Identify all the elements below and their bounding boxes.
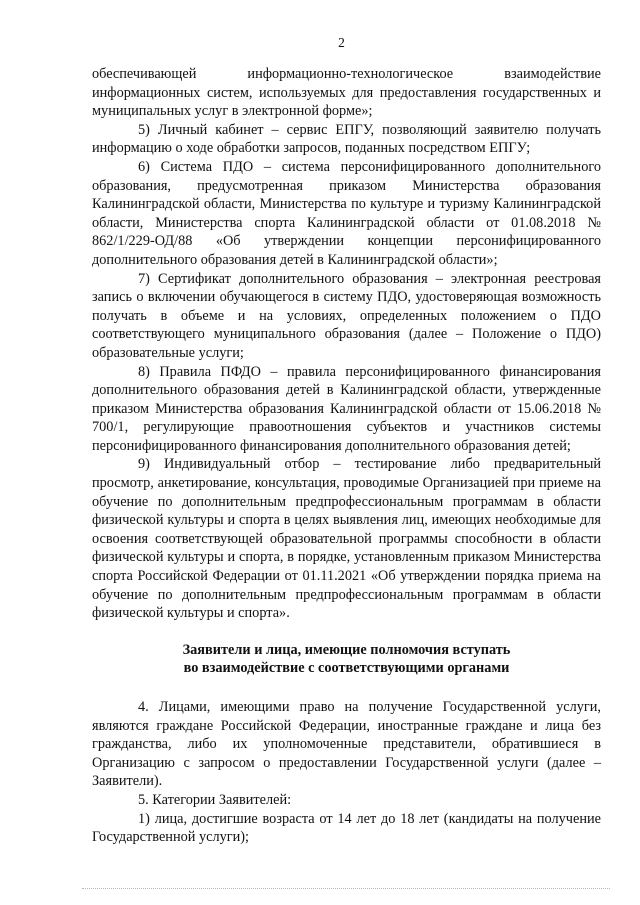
paragraph: 7) Сертификат дополнительного образования – электронная реестровая запись о включении обучающегося в систему ПДО, удостоверяющая возможность получать в объеме и на условиях, определенных положением о ПДО соответствующего муниципального образования (далее – Положение о ПДО) образовательные услуги; <box>92 270 601 361</box>
paragraph: 6) Система ПДО – система персонифицированного дополнительного образования, предусмотренная приказом Министерства образования Калининградской области, Министерства по культуре и туризму Калининградской области, Министерства спорта Калининградской области от 01.08.2018 № 862/1/229-ОД/88 «Об утверждении концепции персонифицированного дополнительного образования детей в Калининградской области»; <box>92 158 601 268</box>
section-heading-line: во взаимодействие с соответствующими органами <box>183 660 510 677</box>
paragraph: 5. Категории Заявителей: <box>138 791 292 808</box>
page-number: 2 <box>338 35 345 50</box>
paragraph: 8) Правила ПФДО – правила персонифицированного финансирования дополнительного образования детей в Калининградской области, утвержденные приказом Министерства образования Калининградской области от 15.06.2018 № 700/1, регулирующие правоотношения субъектов и участников системы персонифицированного финансирования дополнительного образования детей; <box>92 363 601 454</box>
paragraph: 5) Личный кабинет – сервис ЕПГУ, позволяющий заявителю получать информацию о ходе обработки запросов, поданных посредством ЕПГУ; <box>92 121 601 157</box>
paragraphs-bottom <box>92 698 601 847</box>
section-heading-line: Заявители и лица, имеющие полномочия вступать <box>182 641 511 658</box>
paragraphs-top <box>92 65 601 623</box>
paragraph: 4. Лицами, имеющими право на получение Государственной услуги, являются граждане Российской Федерации, иностранные граждане и лица без гражданства, либо их уполномоченные представители, обратившиеся в Организацию с запросом о предоставлении Государственной услуги (далее – Заявители). <box>92 699 601 790</box>
paragraph: 9) Индивидуальный отбор – тестирование либо предварительный просмотр, анкетирование, консультация, проводимые Организацией при приеме на обучение по дополнительным предпрофессиональным программам в области физической культуры и спорта в целях выявления лиц, имеющих необходимые для освоения соответствующей образовательной программы способности в области физической культуры и спорта, в порядке, установленным приказом Министерства спорта Российской Федерации от 01.11.2021 «Об утверждении порядка приема на обучение по дополнительным предпрофессиональным программам в области физической культуры и спорта». <box>92 456 601 622</box>
section-heading <box>92 641 601 678</box>
paragraph: 1) лица, достигшие возраста от 14 лет до 18 лет (кандидаты на получение Государственной услуги); <box>92 810 601 846</box>
scan-artifact <box>82 888 610 892</box>
paragraph: обеспечивающей информационно-технологическое взаимодействие информационных систем, используемых для предоставления государственных и муниципальных услуг в электронной форме»; <box>92 66 601 120</box>
